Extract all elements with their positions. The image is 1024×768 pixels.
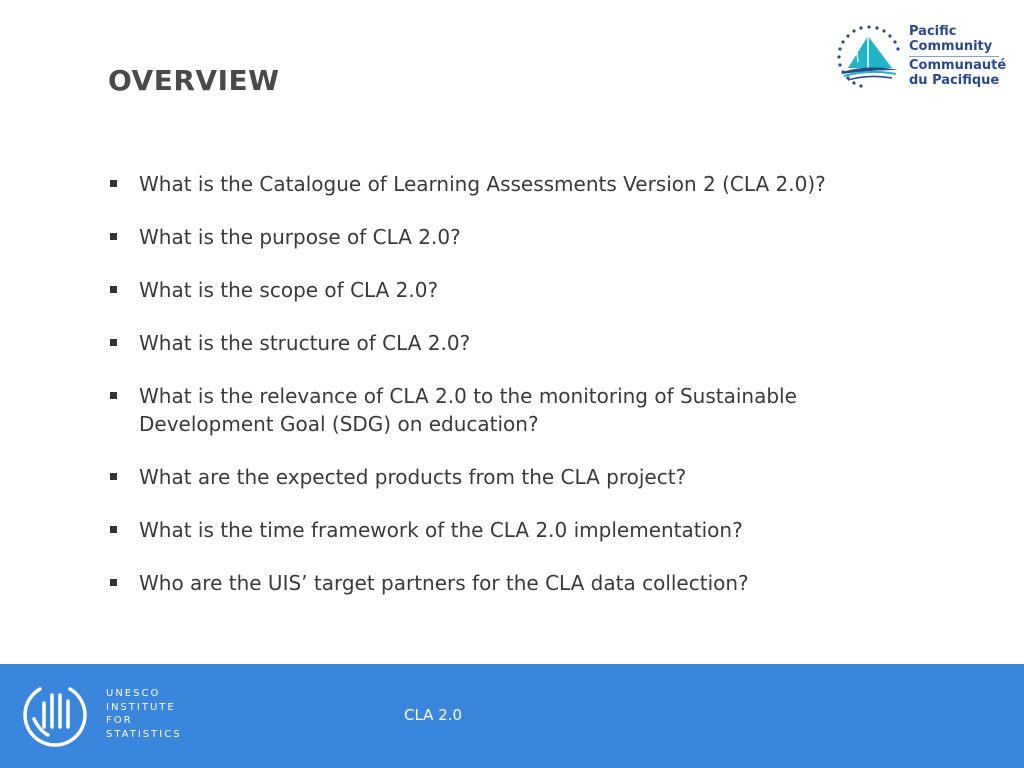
spc-name-fr-2: du Pacifique [909, 73, 1000, 88]
list-item [108, 516, 908, 544]
uis-line-3: FOR [106, 715, 133, 726]
bullet-text: What is the structure of CLA 2.0? [139, 331, 471, 355]
bullet-text: What is the time framework of the CLA 2.0 implementation? [139, 518, 743, 542]
bullet-square-icon [110, 579, 117, 586]
pacific-community-wordmark [909, 24, 1007, 88]
spc-name-fr-1: Communauté [909, 58, 1007, 73]
list-item [108, 329, 908, 357]
list-item [108, 382, 908, 438]
bullet-text: Who are the UIS’ target partners for the CLA data collection? [139, 571, 749, 595]
bullet-text: What are the expected products from the CLA project? [139, 465, 687, 489]
uis-line-1: UNESCO [106, 688, 161, 699]
spc-name-en-2: Community [909, 39, 993, 54]
pacific-community-emblem-icon [834, 22, 904, 92]
bullet-text: What is the Catalogue of Learning Assessments Version 2 (CLA 2.0)? [139, 172, 826, 196]
list-item [108, 569, 908, 597]
list-item [108, 170, 908, 198]
spc-divider [909, 56, 999, 57]
bullet-text: What is the scope of CLA 2.0? [139, 278, 439, 302]
uis-wordmark [106, 687, 182, 741]
bullet-square-icon [110, 392, 117, 399]
bullet-square-icon [110, 526, 117, 533]
list-item [108, 276, 908, 304]
bullet-square-icon [110, 473, 117, 480]
slide-title: OVERVIEW [108, 64, 280, 97]
footer-bar [0, 664, 1024, 768]
overview-bullet-list [108, 170, 908, 622]
uis-hand-logo-icon [22, 681, 88, 751]
bullet-square-icon [110, 286, 117, 293]
list-item [108, 463, 908, 491]
bullet-text: What is the purpose of CLA 2.0? [139, 225, 461, 249]
footer-label: CLA 2.0 [404, 706, 463, 724]
uis-line-4: STATISTICS [106, 728, 182, 740]
bullet-square-icon [110, 180, 117, 187]
bullet-square-icon [110, 339, 117, 346]
spc-name-en-1: Pacific [909, 24, 957, 39]
list-item [108, 223, 908, 251]
bullet-text: What is the relevance of CLA 2.0 to the monitoring of Sustainable Development Goal (SDG) on education? [139, 384, 797, 436]
bullet-square-icon [110, 233, 117, 240]
pacific-community-logo [834, 22, 1007, 92]
uis-line-2: INSTITUTE [106, 701, 176, 713]
